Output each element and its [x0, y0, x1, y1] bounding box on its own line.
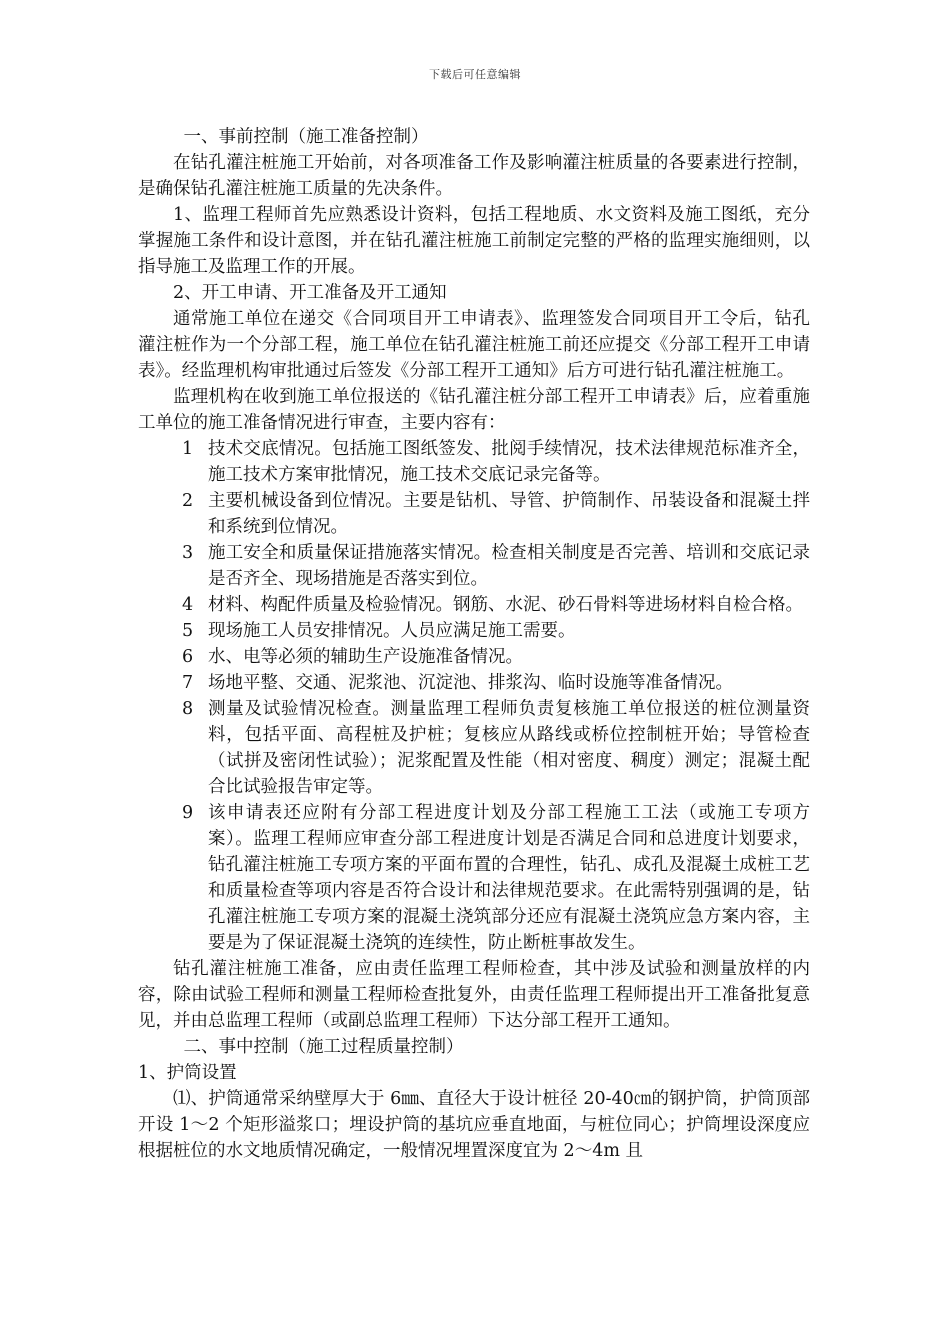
point-2-title: 2、开工申请、开工准备及开工通知 [173, 283, 447, 303]
list-item [138, 540, 810, 592]
list-item-text: 主要机械设备到位情况。主要是钻机、导管、护筒制作、吊装设备和混凝土拌和系统到位情况。 [208, 491, 810, 537]
list-item-number: 9 [182, 803, 194, 823]
list-item [138, 436, 810, 488]
list-item-number: 1 [182, 439, 194, 459]
list-item-number: 3 [182, 543, 194, 563]
list-item [138, 644, 810, 670]
point-2-paragraph-2: 监理机构在收到施工单位报送的《钻孔灌注桩分部工程开工申请表》后，应着重施工单位的施工准备情况进行审查，主要内容有： [138, 387, 810, 433]
intro-paragraph: 在钻孔灌注桩施工开始前，对各项准备工作及影响灌注桩质量的各要素进行控制，是确保钻孔灌注桩施工质量的先决条件。 [138, 153, 810, 199]
list-item-text: 测量及试验情况检查。测量监理工程师负责复核施工单位报送的桩位测量资料，包括平面、高程桩及护桩；复核应从路线或桥位控制桩开始；导管检查（试拼及密闭性试验）；泥浆配置及性能（相对密度、稠度）测定；混凝土配合比试验报告审定等。 [208, 699, 810, 797]
subsection-paragraph: ⑴、护筒通常采纳壁厚大于 6㎜、直径大于设计桩径 20-40㎝的钢护筒，护筒顶部开设 1～2 个矩形溢浆口；埋设护筒的基坑应垂直地面，与桩位同心；护筒埋设深度应根据桩位的水文地质情况确定，一般情况埋置深度宜为 2～4m 且 [138, 1089, 810, 1161]
list-item-number: 7 [182, 673, 194, 693]
list-item-number: 6 [182, 647, 194, 667]
list-item-number: 4 [182, 595, 194, 615]
list-item-text: 材料、构配件质量及检验情况。钢筋、水泥、砂石骨料等进场材料自检合格。 [208, 595, 803, 615]
document-body [138, 124, 810, 1164]
list-item [138, 670, 810, 696]
point-1-paragraph: 1、监理工程师首先应熟悉设计资料，包括工程地质、水文资料及施工图纸，充分掌握施工条件和设计意图，并在钻孔灌注桩施工前制定完整的严格的监理实施细则，以指导施工及监理工作的开展。 [138, 205, 810, 277]
list-item-number: 5 [182, 621, 194, 641]
list-item-number: 8 [182, 699, 194, 719]
list-item [138, 696, 810, 800]
header-note: 下载后可任意编辑 [429, 68, 521, 81]
list-item-text: 现场施工人员安排情况。人员应满足施工需要。 [208, 621, 576, 641]
list-item [138, 592, 810, 618]
list-item [138, 618, 810, 644]
point-2-paragraph-1: 通常施工单位在递交《合同项目开工申请表》、监理签发合同项目开工令后，钻孔灌注桩作为一个分部工程，施工单位在钻孔灌注桩施工前还应提交《分部工程开工申请表》。经监理机构审批通过后签发《分部工程开工通知》后方可进行钻孔灌注桩施工。 [138, 309, 810, 381]
list-item-text: 场地平整、交通、泥浆池、沉淀池、排浆沟、临时设施等准备情况。 [208, 673, 733, 693]
subsection-title: 1、护筒设置 [138, 1063, 237, 1083]
list-item [138, 488, 810, 540]
list-item-text: 水、电等必须的辅助生产设施准备情况。 [208, 647, 523, 667]
list-item-text: 施工安全和质量保证措施落实情况。检查相关制度是否完善、培训和交底记录是否齐全、现场措施是否落实到位。 [208, 543, 810, 589]
list-item-number: 2 [182, 491, 194, 511]
list-item [138, 800, 810, 956]
review-item-list [138, 436, 810, 956]
section-heading-2: 二、事中控制（施工过程质量控制） [183, 1037, 464, 1057]
prep-summary-paragraph: 钻孔灌注桩施工准备，应由责任监理工程师检查，其中涉及试验和测量放样的内容，除由试验工程师和测量工程师检查批复外，由责任监理工程师提出开工准备批复意见，并由总监理工程师（或副总监理工程师）下达分部工程开工通知。 [138, 959, 810, 1031]
list-item-text: 该申请表还应附有分部工程进度计划及分部工程施工工法（或施工专项方案）。监理工程师应审查分部工程进度计划是否满足合同和总进度计划要求，钻孔灌注桩施工专项方案的平面布置的合理性，钻孔、成孔及混凝土成桩工艺和质量检查等项内容是否符合设计和法律规范要求。在此需特别强调的是，钻孔灌注桩施工专项方案的混凝土浇筑部分还应有混凝土浇筑应急方案内容，主要是为了保证混凝土浇筑的连续性，防止断桩事故发生。 [208, 803, 810, 953]
list-item-text: 技术交底情况。包括施工图纸签发、批阅手续情况，技术法律规范标准齐全，施工技术方案审批情况，施工技术交底记录完备等。 [208, 439, 810, 485]
section-heading-1: 一、事前控制（施工准备控制） [183, 127, 429, 147]
